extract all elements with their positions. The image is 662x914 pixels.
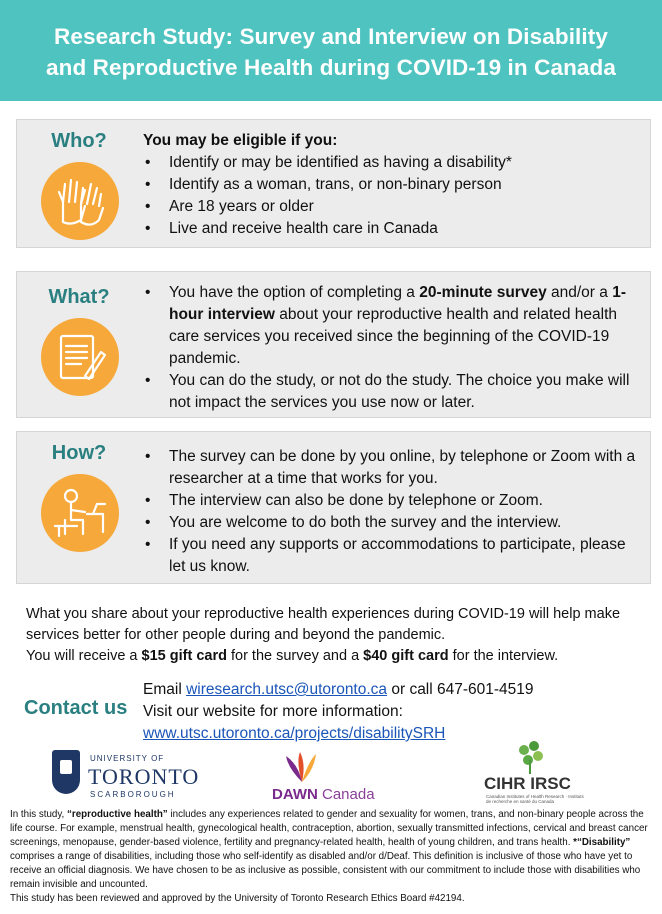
reproductive-health-term: “reproductive health” xyxy=(67,809,168,820)
dawn-bold: DAWN xyxy=(272,786,318,803)
person-at-computer-icon xyxy=(41,474,119,552)
text-span: In this study, xyxy=(10,809,67,820)
text-span: and/or a xyxy=(546,284,613,301)
list-item: • You can do the study, or not do the study. The choice you make will not impact the services you use now or later. xyxy=(143,370,640,414)
dawn-petals-icon xyxy=(282,750,322,784)
summary-text xyxy=(26,604,646,667)
title-line-1: Research Study: Survey and Interview on Disability xyxy=(54,24,608,49)
text-span: includes any experiences related to gender and sexuality for women, trans, and non-binary people across the life course. For example, menstrual health, gynecological health, contraception, abortion, sexually transmitted infections, cervical and breast cancer screenings, menopause, gender-based violence, fertility and pregnancy-related health, health of young children, and trans health. xyxy=(10,809,648,848)
what-section xyxy=(16,271,651,418)
raised-hands-icon xyxy=(41,162,119,240)
contact-email-line xyxy=(143,679,643,701)
text-span: for the survey and a xyxy=(226,648,364,664)
definitions-paragraph xyxy=(10,808,656,892)
phone-text: or call 647-601-4519 xyxy=(387,681,534,698)
title-line-2: and Reproductive Health during COVID-19 in Canada xyxy=(46,55,616,80)
dawn-rest: Canada xyxy=(317,786,375,803)
cihr-leaf-icon xyxy=(510,740,550,774)
survey-duration: 20-minute survey xyxy=(419,284,547,301)
list-item: • Live and receive health care in Canada xyxy=(143,218,640,240)
text-span: You have the option of completing a xyxy=(169,284,420,301)
what-body xyxy=(143,282,640,414)
uoft-line3: SCARBOROUGH xyxy=(90,790,176,799)
list-item: • Are 18 years or older xyxy=(143,196,640,218)
cihr-name: CIHR IRSC xyxy=(484,774,571,793)
document-pen-icon xyxy=(41,318,119,396)
who-heading: Who? xyxy=(51,130,107,152)
list-item: • If you need any supports or accommodations to participate, please let us know. xyxy=(143,534,640,578)
how-section xyxy=(16,431,651,584)
how-body xyxy=(143,446,640,578)
contact-details xyxy=(143,679,643,745)
survey-gift-card: $15 gift card xyxy=(141,648,227,664)
who-body xyxy=(143,130,640,240)
list-item: • The interview can also be done by telephone or Zoom. xyxy=(143,490,640,512)
how-list xyxy=(143,446,640,578)
summary-benefit: What you share about your reproductive health experiences during COVID-19 will help make services better for other people during and beyond the pandemic. xyxy=(26,606,621,643)
summary-gift-cards xyxy=(26,646,646,667)
website-link[interactable]: www.utsc.utoronto.ca/projects/disabilitySRH xyxy=(143,725,446,742)
text-span: for the interview. xyxy=(448,648,559,664)
list-item: • Identify or may be identified as having a disability* xyxy=(143,152,640,174)
uoft-line2: TORONTO xyxy=(88,764,200,789)
text-span: comprises a range of disabilities, including those who self-identify as disabled and/or d/Deaf. This definition is inclusive of those who have yet to receive an official diagnosis. We have chosen to be as inclusive as possible, consistent with our commitment to include those with disabilities who remain invisible and uncounted. xyxy=(10,851,641,890)
ethics-approval: This study has been reviewed and approved by the University of Toronto Research Ethics Board #42194. xyxy=(10,893,465,904)
interview-duration: 1-hour interview xyxy=(169,284,626,323)
who-lead: You may be eligible if you: xyxy=(143,132,338,149)
who-list xyxy=(143,152,640,240)
title-banner xyxy=(0,0,662,101)
uoft-line1: UNIVERSITY OF xyxy=(90,754,165,763)
footnote xyxy=(10,808,656,906)
what-list xyxy=(143,282,640,414)
dawn-name xyxy=(272,786,375,803)
text-span: about your reproductive health and related health care services you received since the beginning of the COVID-19 pandemic. xyxy=(169,306,618,367)
website-lead: Visit our website for more information: xyxy=(143,703,403,720)
text-span: Email xyxy=(143,681,187,698)
email-link[interactable]: wiresearch.utsc@utoronto.ca xyxy=(186,681,388,698)
what-heading: What? xyxy=(48,286,110,308)
list-item: • You are welcome to do both the survey and the interview. xyxy=(143,512,640,534)
list-item xyxy=(143,282,640,370)
list-item: • The survey can be done by you online, by telephone or Zoom with a researcher at a time that works for you. xyxy=(143,446,640,490)
cihr-subtitle: Canadian Institutes of Health Research · Instituts de recherche en santé du Canada xyxy=(486,794,584,804)
partner-logos xyxy=(0,738,662,806)
list-item: • Identify as a woman, trans, or non-binary person xyxy=(143,174,640,196)
contact-heading: Contact us xyxy=(24,697,128,719)
crest-icon xyxy=(52,750,80,794)
who-section xyxy=(16,119,651,248)
how-heading: How? xyxy=(51,442,107,464)
disability-term: *“Disability” xyxy=(573,837,631,848)
interview-gift-card: $40 gift card xyxy=(363,648,449,664)
text-span: You will receive a xyxy=(26,648,142,664)
